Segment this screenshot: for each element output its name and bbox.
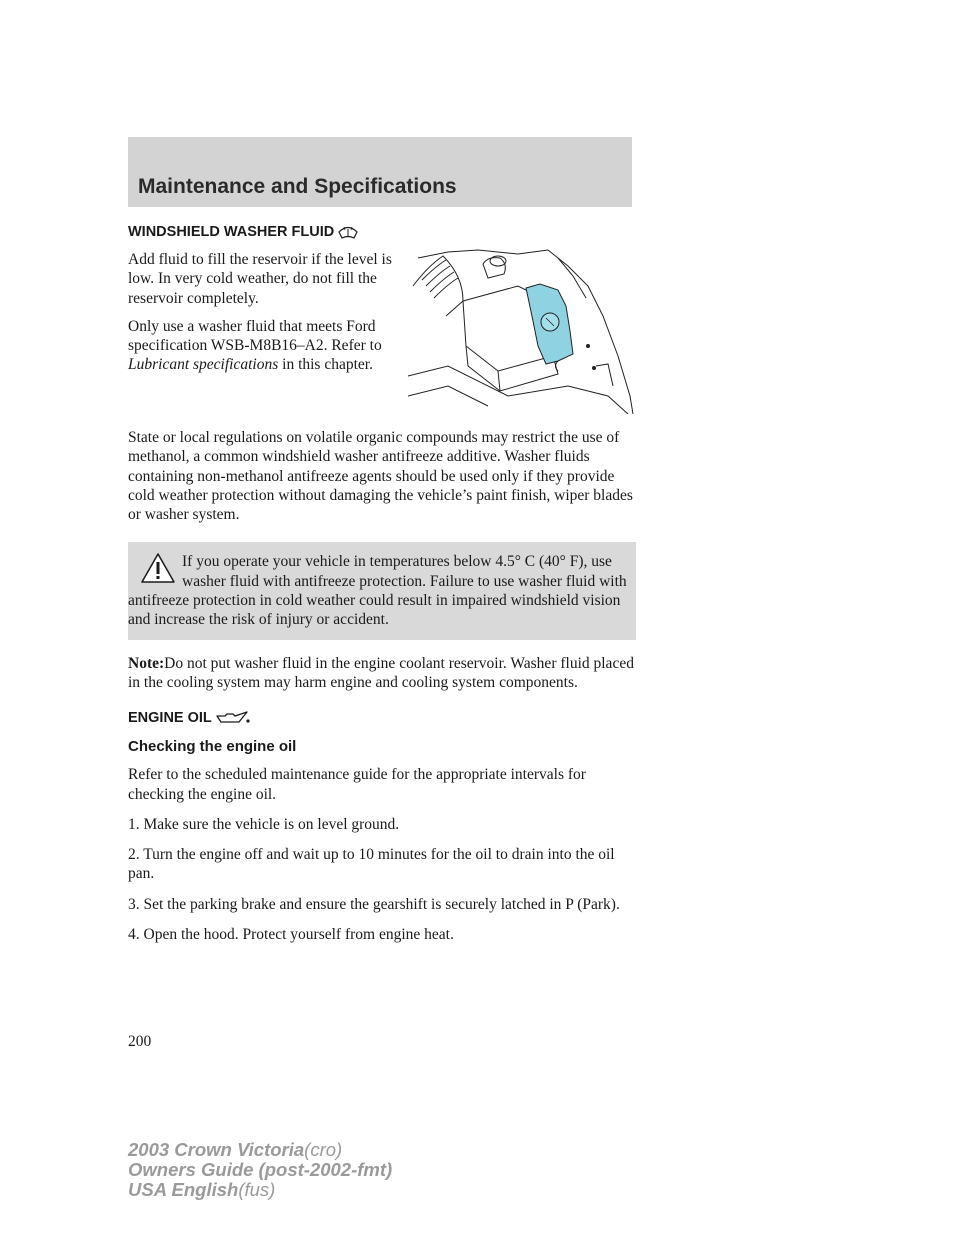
page-content — [128, 224, 638, 955]
engine-oil-section — [128, 710, 638, 944]
coolant-note: Note:Do not put washer fluid in the engine coolant reservoir. Washer fluid placed in the cooling system may harm engine and cooling system components. — [128, 654, 634, 691]
oil-intro-paragraph: Refer to the scheduled maintenance guide for the appropriate intervals for checking the engine oil. — [128, 766, 586, 803]
warning-box — [128, 542, 636, 639]
document-footer — [128, 1140, 392, 1200]
checking-oil-subheading: Checking the engine oil — [128, 738, 297, 756]
oil-step-2: 2. Turn the engine off and wait up to 10 minutes for the oil to drain into the oil pan. — [128, 846, 615, 883]
footer-line-2: Owners Guide (post-2002-fmt) — [128, 1159, 393, 1180]
note-label: Note: — [128, 654, 165, 672]
oil-step-1: 1. Make sure the vehicle is on level ground. — [128, 815, 400, 833]
footer-line-1: 2003 Crown Victoria(cro) — [128, 1139, 343, 1160]
section-title: Maintenance and Specifications — [138, 175, 457, 198]
washer-fluid-text — [128, 224, 398, 375]
washer-fluid-heading: WINDSHIELD WASHER FLUID — [128, 224, 398, 240]
washer-fluid-section — [128, 224, 638, 414]
section-header-band — [128, 137, 632, 207]
footer-line-3: USA English(fus) — [128, 1179, 276, 1200]
page-number: 200 — [128, 1033, 152, 1050]
oil-step-4: 4. Open the hood. Protect yourself from engine heat. — [128, 926, 454, 944]
warning-text: If you operate your vehicle in temperatures below 4.5° C (40° F), use washer fluid with antifreeze protection. Failure to use washer fluid with antifreeze protection in cold weather could result in impaired windshield vision and increase the risk of injury or accident. — [128, 553, 627, 629]
lubricant-specifications-reference: Lubricant specifications — [128, 356, 279, 374]
washer-fluid-paragraph-1: Add fluid to fill the reservoir if the level is low. In very cold weather, do not fill the reservoir completely. — [128, 251, 392, 307]
warning-triangle-icon — [140, 552, 176, 588]
washer-reservoir-illustration — [408, 246, 638, 414]
methanol-regulation-paragraph: State or local regulations on volatile organic compounds may restrict the use of methanol, a common windshield washer antifreeze additive. Washer fluids containing non-methanol antifreeze agents should be used only if they provide cold weather protection without damaging the vehicle’s paint finish, wiper blades or washer system. — [128, 429, 633, 524]
washer-fluid-paragraph-2: Only use a washer fluid that meets Ford specification WSB-M8B16–A2. Refer to Lubricant specifications in this chapter. — [128, 317, 382, 374]
oil-can-icon — [215, 710, 251, 726]
windshield-washer-icon — [337, 224, 359, 240]
engine-oil-heading: ENGINE OIL — [128, 710, 638, 726]
oil-step-3: 3. Set the parking brake and ensure the gearshift is securely latched in P (Park). — [128, 895, 620, 913]
